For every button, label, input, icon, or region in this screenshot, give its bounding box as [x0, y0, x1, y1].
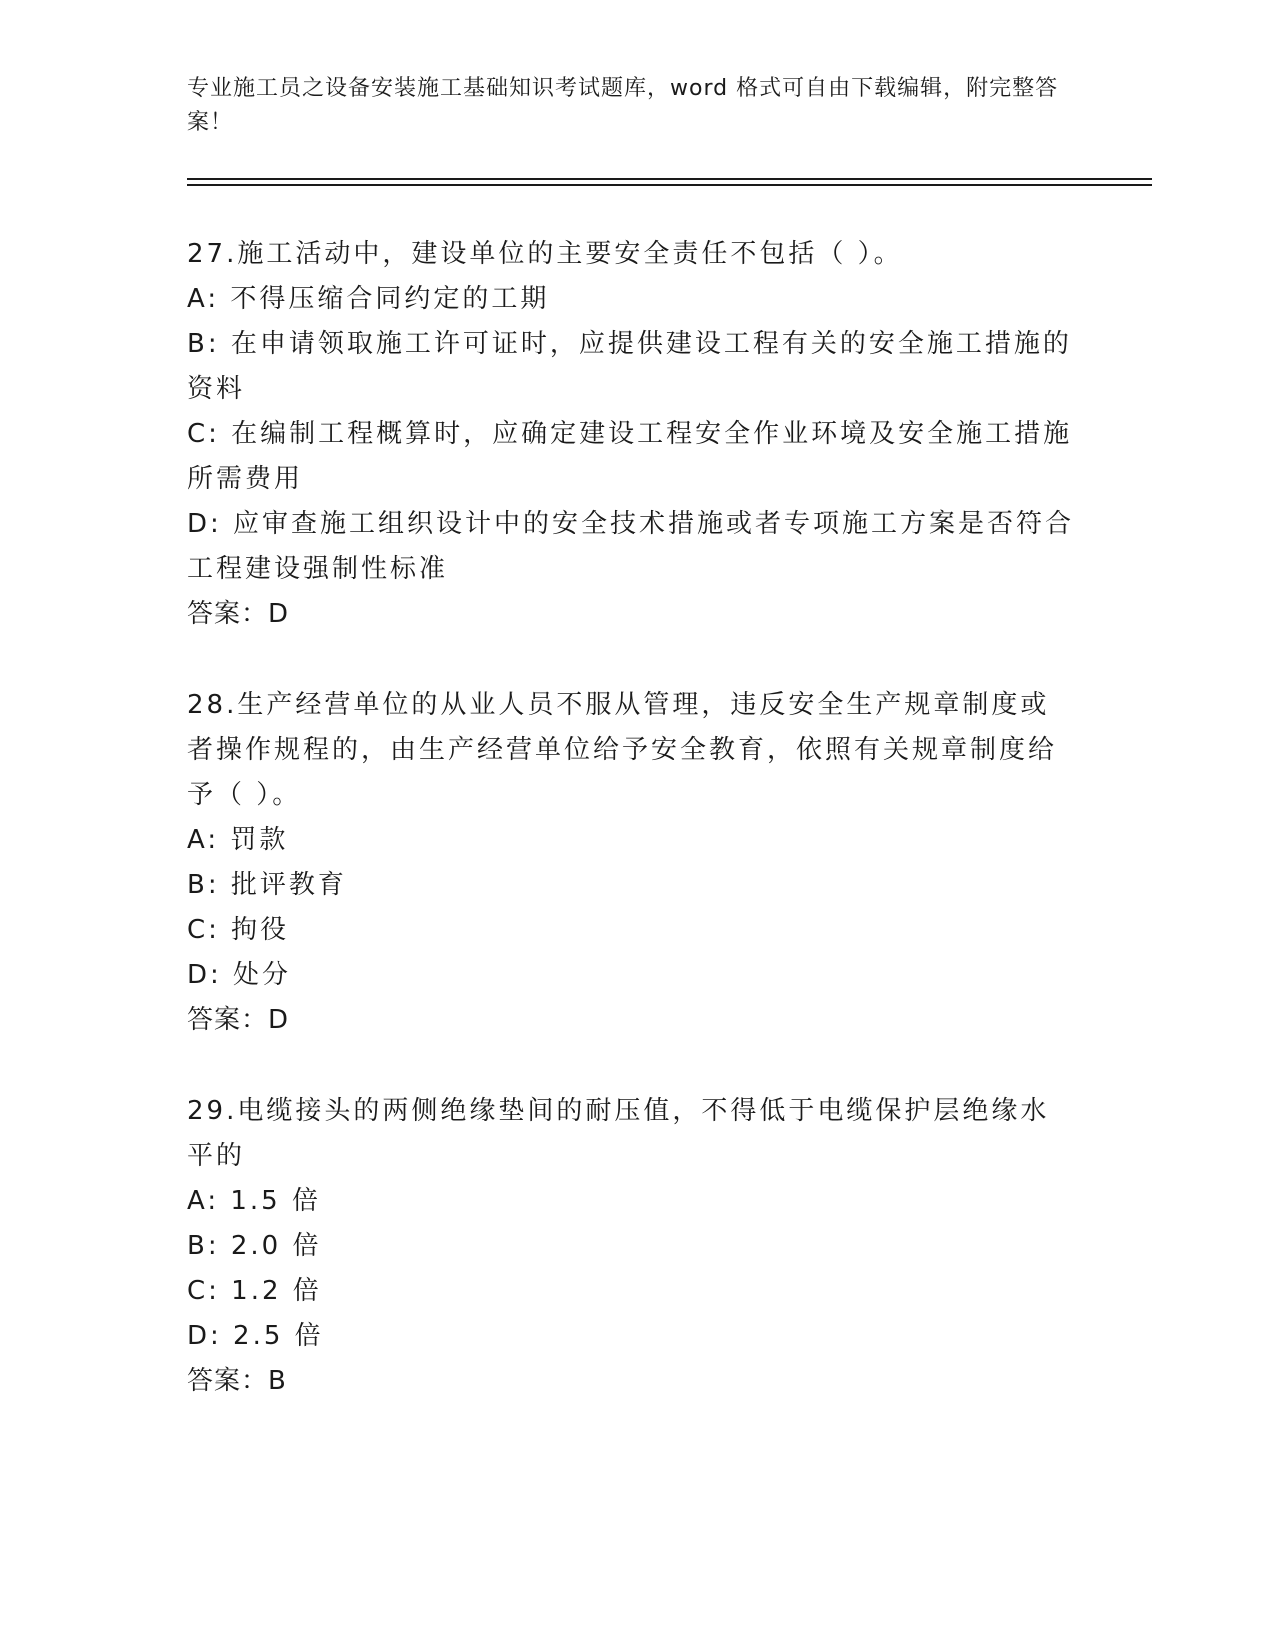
header-rule-bottom	[187, 184, 1152, 186]
question-27	[187, 232, 1077, 637]
option-c: C: 在编制工程概算时，应确定建设工程安全作业环境及安全施工措施所需费用	[187, 419, 1073, 494]
option-d: D: 处分	[187, 960, 292, 990]
option-b: B: 2.0 倍	[187, 1231, 322, 1261]
question-29	[187, 1089, 1077, 1404]
question-text: 27.施工活动中，建设单位的主要安全责任不包括（ ）。	[187, 239, 903, 269]
answer: 答案：D	[187, 1005, 290, 1035]
question-text: 28.生产经营单位的从业人员不服从管理，违反安全生产规章制度或者操作规程的，由生产经营单位给予安全教育，依照有关规章制度给予（ ）。	[187, 690, 1058, 810]
option-b: B: 批评教育	[187, 870, 347, 900]
question-list	[187, 232, 1077, 1450]
option-a: A: 1.5 倍	[187, 1186, 321, 1216]
answer: 答案：B	[187, 1366, 287, 1396]
option-c: C: 1.2 倍	[187, 1276, 322, 1306]
option-d: D: 应审查施工组织设计中的安全技术措施或者专项施工方案是否符合工程建设强制性标准	[187, 509, 1075, 584]
option-a: A: 罚款	[187, 825, 289, 855]
question-28	[187, 683, 1077, 1043]
option-b: B: 在申请领取施工许可证时，应提供建设工程有关的安全施工措施的资料	[187, 329, 1072, 404]
question-text: 29.电缆接头的两侧绝缘垫间的耐压值，不得低于电缆保护层绝缘水平的	[187, 1096, 1050, 1171]
option-d: D: 2.5 倍	[187, 1321, 324, 1351]
document-header: 专业施工员之设备安装施工基础知识考试题库，word 格式可自由下载编辑，附完整答案！	[187, 76, 1059, 135]
option-a: A: 不得压缩合同约定的工期	[187, 284, 550, 314]
option-c: C: 拘役	[187, 915, 290, 945]
answer: 答案：D	[187, 599, 290, 629]
header-rule-top	[187, 178, 1152, 180]
